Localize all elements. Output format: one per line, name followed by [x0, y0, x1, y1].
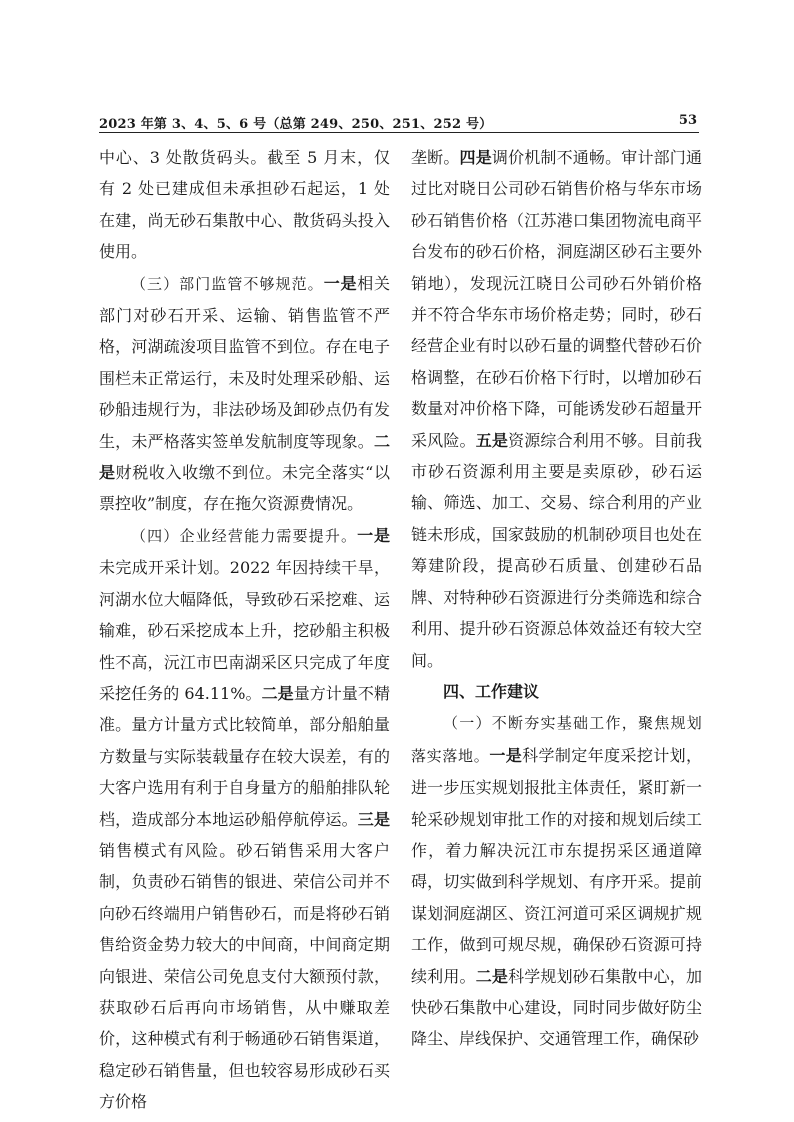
left-column	[99, 142, 390, 1118]
point-marker: 三是	[357, 809, 390, 829]
paragraph-text: 财税收入收缴不到位。未完全落实“以票控收”制度，存在拖欠资源费情况。	[99, 463, 390, 514]
paragraph-text: 调价机制不通畅。审计部门通过比对晓日公司砂石销售价格与华东市场砂石销售价格（江苏港口集团物流电商平台发布的砂石价格，洞庭湖区砂石主要外销地），发现沅江晓日公司砂石外销价格并不符合华东市场价格走势；同时，砂石经营企业有时以砂石量的调整代替砂石价格调整，在砂石价格下行时，以增加砂石数量对冲价格下降，可能诱发砂石超量开采风险。	[411, 148, 702, 450]
section-heading: 四、工作建议	[443, 681, 540, 701]
subheading: （四）企业经营能力需要提升。	[131, 526, 358, 545]
paragraph	[99, 268, 390, 520]
paragraph	[411, 142, 702, 676]
running-header	[99, 113, 699, 135]
subheading: （三）部门监管不够规范。	[131, 274, 324, 293]
right-column	[411, 142, 702, 1055]
paragraph-text: 垄断。	[411, 148, 460, 167]
point-marker: 一是	[323, 273, 358, 293]
paragraph	[411, 707, 702, 1054]
point-marker: 二是	[261, 683, 294, 703]
point-marker: 二是	[475, 966, 509, 986]
point-marker: 二是	[99, 431, 390, 483]
paragraph-text: 中心、3 处散货码头。截至 5 月末，仅有 2 处已建成但未承担砂石起运，1 处在建，尚无砂石集散中心、散货码头投入使用。	[99, 148, 390, 262]
paragraph-text: 销售模式有风险。砂石销售采用大客户制，负责砂石销售的银进、荣信公司并不向砂石终端用户销售砂石，而是将砂石销售给资金势力较大的中间商，中间商定期向银进、荣信公司免息支付大额预付款，获取砂石后再向市场销售，从中赚取差价，这种模式有利于畅通砂石销售渠道，稳定砂石销售量，但也较容易形成砂石买方价格	[99, 840, 390, 1112]
journal-issue-info: 2023 年第 3、4、5、6 号（总第 249、250、251、252 号）	[99, 117, 493, 132]
paragraph	[99, 520, 390, 1118]
subheading: （一）不断夯实基础工作，聚焦规划落实落地。	[411, 714, 702, 765]
paragraph	[99, 142, 390, 268]
paragraph-text: 未完成开采计划。2022 年因持续干旱，河湖水位大幅降低，导致砂石采挖难、运输难，砂石采挖成本上升，挖砂船主积极性不高，沅江市巴南湖采区只完成了年度采挖任务的 64.11%。	[99, 558, 390, 703]
page-number: 53	[678, 113, 697, 128]
point-marker: 一是	[489, 745, 523, 765]
paragraph-text: 科学制定年度采挖计划，进一步压实规划报批主体责任，紧盯新一轮采砂规划审批工作的对接和规划后续工作，着力解决沅江市东提拐采区通道障碍，切实做到科学规划、有序开采。提前谋划洞庭湖区、资江河道可采区调规扩规工作，做到可规尽规，确保砂石资源可持续利用。	[411, 745, 702, 986]
paragraph-text: 相关部门对砂石开采、运输、销售监管不严格，河湖疏浚项目监管不到位。存在电子围栏未正常运行，未及时处理采砂船、运砂船违规行为，非法砂场及卸砂点仍有发生，未严格落实签单发航制度等现象。	[99, 273, 390, 451]
header-rule	[99, 132, 699, 133]
point-marker: 四是	[459, 148, 492, 167]
point-marker: 一是	[357, 525, 390, 545]
point-marker: 五是	[475, 430, 509, 450]
paragraph-text: 量方计量不精准。量方计量方式比较简单，部分船舶量方数量与实际装载量存在较大误差，有的大客户选用有利于自身量方的船舶排队轮档，造成部分本地运砂船停航停运。	[99, 683, 390, 829]
paragraph-text: 资源综合利用不够。目前我市砂石资源利用主要是卖原砂，砂石运输、筛选、加工、交易、综合利用的产业链未形成，国家鼓励的机制砂项目也处在筹建阶段，提高砂石质量、创建砂石品牌、对特种砂石资源进行分类筛选和综合利用、提升砂石资源总体效益还有较大空间。	[411, 430, 702, 670]
paragraph-text: 科学规划砂石集散中心，加快砂石集散中心建设，同时同步做好防尘降尘、岸线保护、交通管理工作，确保砂	[411, 966, 702, 1049]
